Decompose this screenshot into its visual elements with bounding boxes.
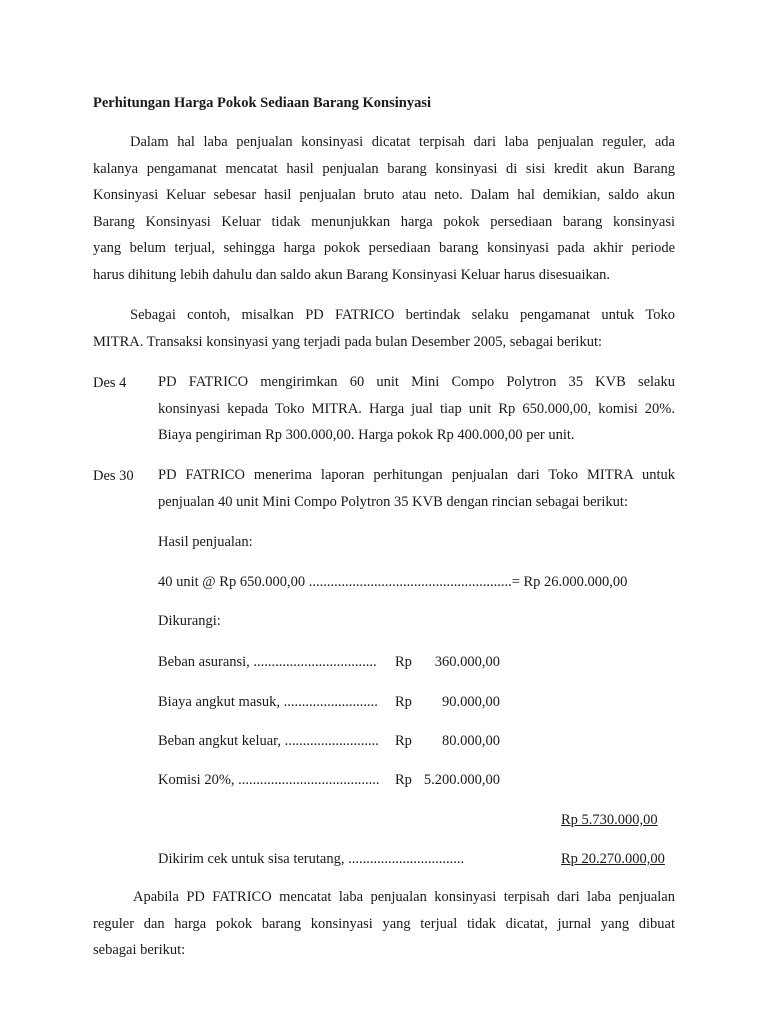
deduction-currency: Rp (395, 733, 412, 749)
paragraph-line: reguler dan harga pokok barang konsinyasi yang terjual tidak dicatat, jurnal yang dibuat (93, 915, 675, 932)
transaction-description (158, 369, 675, 449)
deduction-amount: 360.000,00 (434, 654, 500, 670)
deduction-label: Komisi 20%, ....................................... (158, 772, 380, 788)
paragraph-line: Apabila PD FATRICO mencatat laba penjualan konsinyasi terpisah dari laba penjualan (133, 889, 675, 905)
paragraph-line: Konsinyasi Keluar sebesar hasil penjualan bruto atau neto. Dalam hal demikian, saldo akun (93, 187, 675, 203)
total-deductions: Rp 5.730.000,00 (561, 812, 658, 828)
deduction-currency: Rp (395, 772, 412, 788)
paragraph-line: MITRA. Transaksi konsinyasi yang terjadi pada bulan Desember 2005, sebagai berikut: (93, 333, 603, 350)
deduction-amount: 90.000,00 (442, 694, 500, 710)
deduction-amount: 80.000,00 (442, 733, 500, 749)
transaction-date: Des 30 (93, 468, 134, 484)
deduction-label: Biaya angkut masuk, .......................... (158, 694, 378, 710)
deduction-currency: Rp (395, 694, 412, 710)
check-label: Dikirim cek untuk sisa terutang, ................................ (158, 851, 465, 867)
transaction-line: Biaya pengiriman Rp 300.000,00. Harga pokok Rp 400.000,00 per unit. (158, 427, 575, 443)
hasil-penjualan-label: Hasil penjualan: (158, 534, 253, 550)
transaction-line: PD FATRICO mengirimkan 60 unit Mini Compo Polytron 35 KVB selaku (158, 374, 675, 390)
transaction-date: Des 4 (93, 375, 127, 391)
paragraph-line: sebagai berikut: (93, 942, 186, 958)
transaction-line: konsinyasi kepada Toko MITRA. Harga jual tiap unit Rp 650.000,00, komisi 20%. (158, 400, 675, 417)
paragraph-1 (93, 129, 675, 288)
section-title: Perhitungan Harga Pokok Sediaan Barang Konsinyasi (93, 95, 431, 111)
transaction-description (158, 462, 675, 515)
deduction-amount: 5.200.000,00 (423, 772, 500, 788)
paragraph-line: Sebagai contoh, misalkan PD FATRICO bertindak selaku pengamanat untuk Toko (130, 307, 675, 323)
transaction-line: PD FATRICO menerima laporan perhitungan penjualan dari Toko MITRA untuk (158, 467, 675, 483)
paragraph-line: Barang Konsinyasi Keluar tidak menunjukkan harga pokok persediaan barang konsinyasi (93, 213, 675, 230)
paragraph-line: Dalam hal laba penjualan konsinyasi dicatat terpisah dari laba penjualan reguler, ada (130, 134, 675, 150)
paragraph-line: kalanya pengamanat mencatat hasil penjualan barang konsinyasi di sisi kredit akun Barang (93, 160, 675, 177)
paragraph-3 (93, 884, 675, 964)
sales-line: 40 unit @ Rp 650.000,00 ........................................................= Rp 26.000.000,00 (158, 574, 628, 590)
dikurangi-label: Dikurangi: (158, 613, 221, 629)
deduction-currency: Rp (395, 654, 412, 670)
deduction-label: Beban angkut keluar, .......................... (158, 733, 379, 749)
paragraph-line: harus dihitung lebih dahulu dan saldo akun Barang Konsinyasi Keluar harus disesuaikan. (93, 266, 611, 283)
paragraph-line: yang belum terjual, sehingga harga pokok persediaan barang konsinyasi pada akhir periode (93, 240, 675, 256)
deduction-label: Beban asuransi, .................................. (158, 654, 377, 670)
transaction-line: penjualan 40 unit Mini Compo Polytron 35 KVB dengan rincian sebagai berikut: (158, 493, 628, 510)
check-amount: Rp 20.270.000,00 (561, 851, 665, 867)
paragraph-2 (93, 302, 675, 355)
